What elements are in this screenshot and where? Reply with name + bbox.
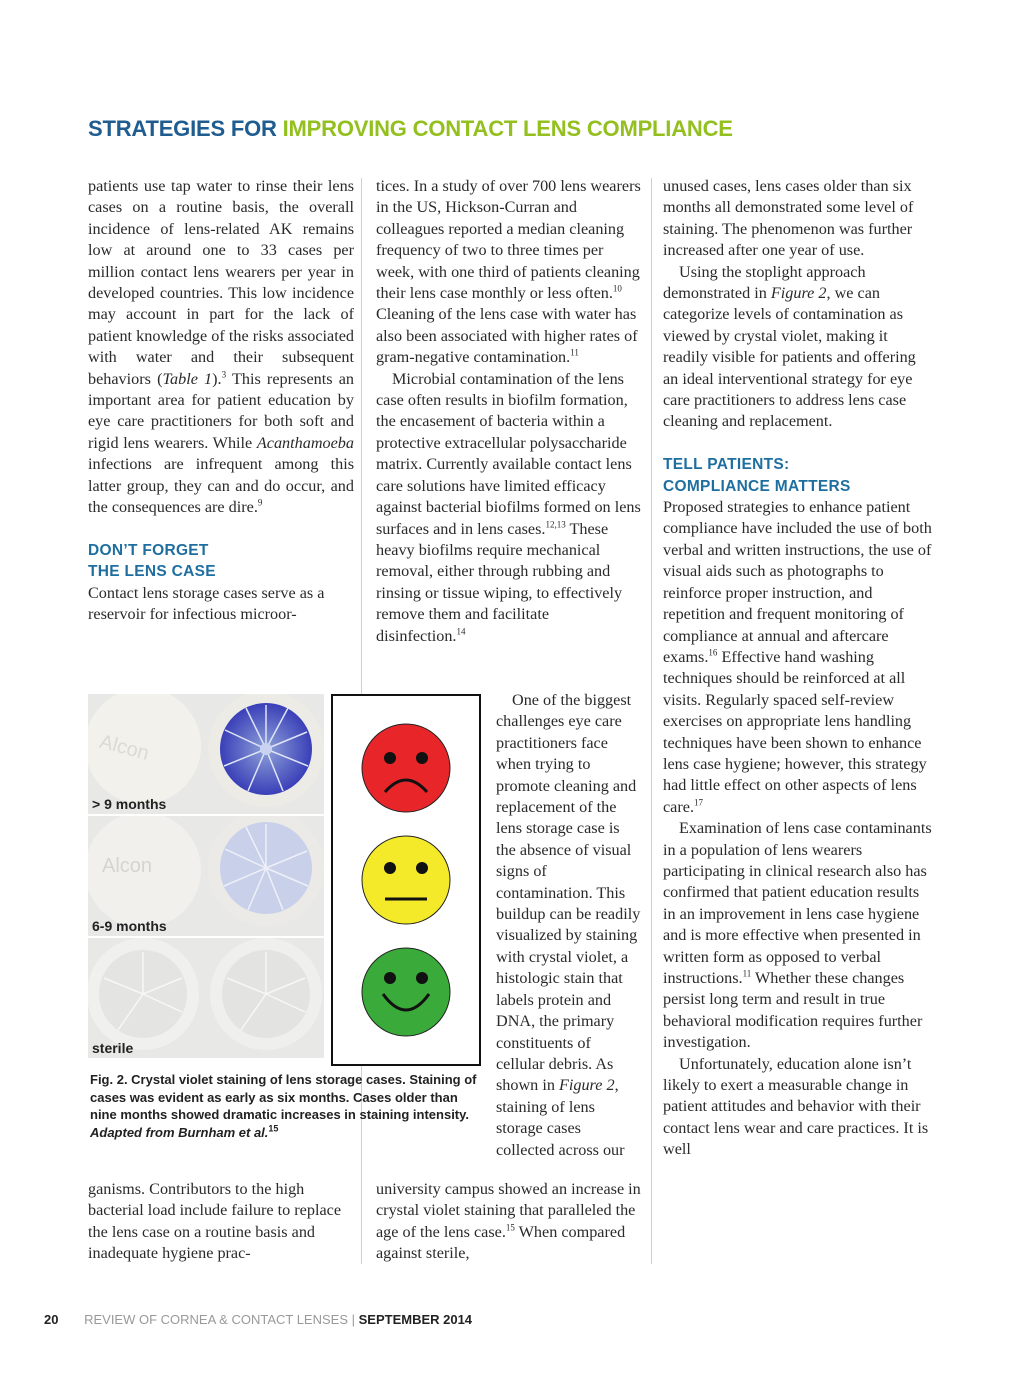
headline-part-2: IMPROVING CONTACT LENS COMPLIANCE — [282, 116, 733, 141]
col1-paragraph-1: patients use tap water to rinse their lens cases on a routine basis, the overall incidence of lens-related AK remains low at around one to 33 cases per million contact lens wearers per year in developed countries. This low incidence may account in part for the lack of patient knowledge of the risks associated with water and their subsequent behaviors (Table 1).$^3$ This represents an important area for patient education by eye care practitioners for both soft and rigid lens wearers. While Acanthamoeba infections are infrequent among this latter group, they can and do occur, and the consequences are dire.$^9$ — [88, 177, 354, 517]
lens-case-photo-sterile — [88, 938, 324, 1058]
label-sterile: sterile — [92, 1040, 134, 1056]
col3-paragraph-3: Proposed strategies to enhance patient compliance have included the use of both verbal and written instructions, the use of visual aids such as photographs to reinforce proper instruction, and repetition and frequent monitoring of compliance at annual and aftercare exams.$^{16}$ Effective hand washing techniques should be reinforced at all visits. Regularly spaced self-review exercises on appropriate lens handling techniques have been shown to enhance lens case hygiene; however, this strategy had little effect on other aspects of lens care.$^{17}$ — [663, 498, 932, 816]
page-footer — [44, 1312, 472, 1327]
happy-face-icon — [362, 948, 450, 1036]
lens-case-photo-mid — [88, 816, 324, 936]
col2-paragraph-1: tices. In a study of over 700 lens wearers in the US, Hickson-Curran and colleagues reported a median cleaning frequency of two to three times per week, with one third of patients cleaning their lens case monthly or less often.$^{10}$ Cleaning of the lens case with water has also been associated with higher rates of gram-negative contamination.$^{11}$ — [376, 177, 641, 367]
col2-paragraph-2: Microbial contamination of the lens case often results in biofilm formation, the encasement of bacteria within a protective extracellular polysaccharide matrix. Currently available contact lens care solutions have limited efficacy against bacterial biofilms formed on lens surfaces and in lens cases.$^{12,13}$ These heavy biofilms require mechanical removal, either through rubbing and rinsing or tissue wiping, to effectively remove them and facilitate disinfection.$^{14}$ — [376, 369, 641, 645]
neutral-face-icon — [362, 836, 450, 924]
subheading-dont-forget: DON’T FORGET THE LENS CASE — [88, 541, 216, 581]
col3-paragraph-2: Using the stoplight approach demonstrated in Figure 2, we can categorize levels of contamination as viewed by crystal violet, making it readily visible for patients and offering an ideal interventional strategy for eye care practitioners to address lens case cleaning and replacement. — [663, 262, 916, 431]
column-1-bottom — [88, 1179, 354, 1265]
col2-paragraph-3: One of the biggest challenges eye care practitioners face when trying to promote cleaning and replacement of the lens storage case is the absence of visual signs of contamination. This buildup can be readily visualized by staining with crystal violet, a histologic stain that labels protein and DNA, the primary constituents of cellular debris. As shown in Figure 2, staining of lens storage cases collected across our — [496, 691, 641, 1159]
column-divider-2 — [651, 178, 652, 1264]
svg-text:Alcon: Alcon — [102, 855, 153, 877]
stoplight-faces — [331, 694, 481, 1066]
article-headline — [88, 116, 733, 142]
col1-paragraph-2: Contact lens storage cases serve as a reservoir for infectious microor- — [88, 583, 325, 624]
svg-text:Alcon: Alcon — [97, 730, 152, 765]
column-2-narrow — [496, 690, 642, 1161]
sad-face-icon — [362, 724, 450, 812]
lens-case-photo-old — [88, 694, 324, 814]
page-number: 20 — [44, 1312, 59, 1327]
label-over-9-months: > 9 months — [92, 796, 167, 812]
col3-paragraph-1: unused cases, lens cases older than six months all demonstrated some level of staining. The phenomenon was further increased after one year of use. — [663, 177, 914, 260]
col2-paragraph-4: university campus showed an increase in crystal violet staining that paralleled the age of the lens case.$^{15}$ When compared against sterile, — [376, 1180, 641, 1263]
col1-paragraph-3: ganisms. Contributors to the high bacterial load include failure to replace the lens case on a routine basis and inadequate hygiene prac- — [88, 1180, 342, 1263]
col3-paragraph-4: Examination of lens case contaminants in a population of lens wearers participating in clinical research also has confirmed that patient education results in an improvement in lens case hygiene and is more effective when presented in written form as opposed to verbal instructions.$^{11}$ Whether these changes persist long term and result in true behavioral modification requires further investigation. — [663, 819, 932, 1052]
subheading-tell-patients: TELL PATIENTS: COMPLIANCE MATTERS — [663, 456, 851, 495]
issue-date: SEPTEMBER 2014 — [358, 1312, 473, 1327]
col3-paragraph-5: Unfortunately, education alone isn’t likely to exert a measurable change in patient attitudes and behavior with their contact lens wear and care practices. It is well — [663, 1054, 929, 1159]
column-3 — [663, 176, 933, 1161]
label-6-9-months: 6-9 months — [92, 918, 167, 934]
column-2-bottom — [376, 1179, 642, 1265]
publication-name: REVIEW OF CORNEA & CONTACT LENSES | — [84, 1312, 355, 1327]
headline-part-1: STRATEGIES FOR — [88, 116, 277, 141]
figure-2 — [88, 694, 482, 1066]
column-1-top — [88, 176, 354, 626]
column-2-top — [376, 176, 642, 647]
figure-caption: Fig. 2. Crystal violet staining of lens storage cases. Staining of cases was evident as early as six months. Cases older than nine months showed dramatic increases in staining intensity. Adapted from Burnham et al.$^{15}$ — [90, 1072, 477, 1140]
